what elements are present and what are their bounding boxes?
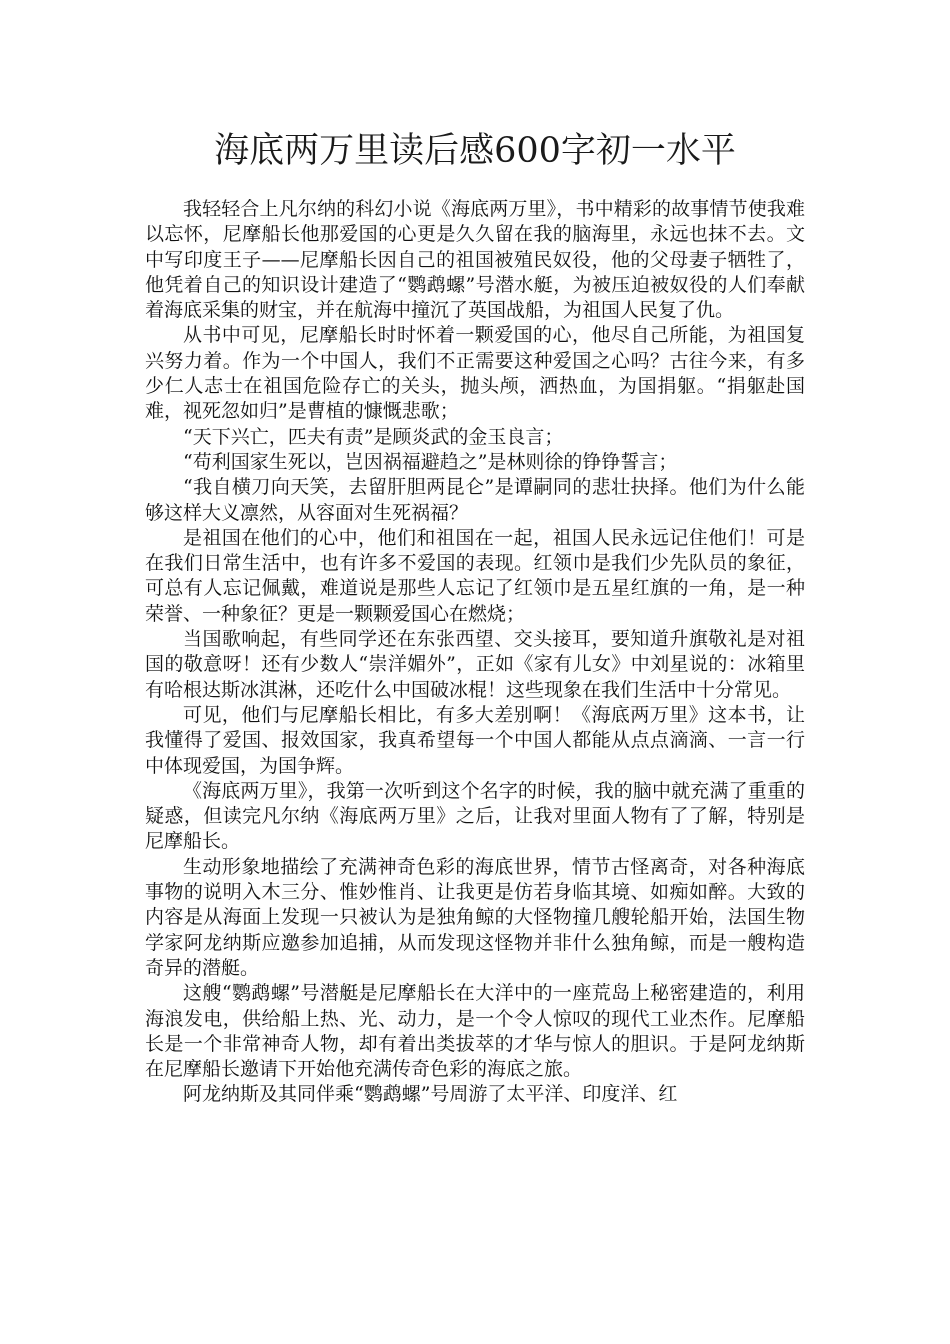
paragraph-5: “我自横刀向天笑，去留肝胆两昆仑”是谭嗣同的悲壮抉择。他们为什么能够这样大义凛然，从容面对生死祸福？	[145, 476, 805, 524]
paragraph-6: 是祖国在他们的心中，他们和祖国在一起，祖国人民永远记住他们！可是在我们日常生活中，也有许多不爱国的表现。红领巾是我们少先队员的象征，可总有人忘记佩戴，难道说是那些人忘记了红领巾是五星红旗的一角，是一种荣誉、一种象征？更是一颗颗爱国心在燃烧；	[145, 526, 805, 625]
document-title: 海底两万里读后感600字初一水平	[214, 131, 736, 171]
paragraph-7: 当国歌响起，有些同学还在东张西望、交头接耳，要知道升旗敬礼是对祖国的敬意呀！还有少数人“崇洋媚外”，正如《家有儿女》中刘星说的：冰箱里有哈根达斯冰淇淋，还吃什么中国破冰棍！这些现象在我们生活中十分常见。	[145, 628, 805, 701]
document-body	[145, 197, 805, 1108]
paragraph-4: “苟利国家生死以，岂因祸福避趋之”是林则徐的铮铮誓言；	[183, 450, 678, 473]
paragraph-12: 阿龙纳斯及其同伴乘“鹦鹉螺”号周游了太平洋、印度洋、红	[183, 1083, 678, 1106]
paragraph-1: 我轻轻合上凡尔纳的科幻小说《海底两万里》，书中精彩的故事情节使我难以忘怀，尼摩船长他那爱国的心更是久久留在我的脑海里，永远也抹不去。文中写印度王子——尼摩船长因自己的祖国被殖民奴役，他的父母妻子牺牲了，他凭着自己的知识设计建造了“鹦鹉螺”号潜水艇，为被压迫被奴役的人们奉献着海底采集的财宝，并在航海中撞沉了英国战船，为祖国人民复了仇。	[145, 198, 805, 322]
paragraph-11: 这艘“鹦鹉螺”号潜艇是尼摩船长在大洋中的一座荒岛上秘密建造的，利用海浪发电，供给船上热、光、动力，是一个令人惊叹的现代工业杰作。尼摩船长是一个非常神奇人物，却有着出类拔萃的才华与惊人的胆识。于是阿龙纳斯在尼摩船长邀请下开始他充满传奇色彩的海底之旅。	[145, 982, 805, 1081]
paragraph-10: 生动形象地描绘了充满神奇色彩的海底世界，情节古怪离奇，对各种海底事物的说明入木三分、惟妙惟肖、让我更是仿若身临其境、如痴如醉。大致的内容是从海面上发现一只被认为是独角鲸的大怪物撞几艘轮船开始，法国生物学家阿龙纳斯应邀参加追捕，从而发现这怪物并非什么独角鲸，而是一艘构造奇异的潜艇。	[145, 855, 805, 979]
paragraph-3: “天下兴亡，匹夫有责”是顾炎武的金玉良言；	[183, 425, 564, 448]
paragraph-9: 《海底两万里》，我第一次听到这个名字的时候，我的脑中就充满了重重的疑惑，但读完凡尔纳《海底两万里》之后，让我对里面人物有了了解，特别是尼摩船长。	[145, 779, 805, 853]
paragraph-2: 从书中可见，尼摩船长时时怀着一颗爱国的心，他尽自己所能，为祖国复兴努力着。作为一个中国人，我们不正需要这种爱国之心吗？古往今来，有多少仁人志士在祖国危险存亡的关头，抛头颅，洒热血，为国捐躯。“捐躯赴国难，视死忽如归”是曹植的慷慨悲歌；	[145, 324, 805, 423]
paragraph-8: 可见，他们与尼摩船长相比，有多大差别啊！《海底两万里》这本书，让我懂得了爱国、报效国家，我真希望每一个中国人都能从点点滴滴、一言一行中体现爱国，为国争辉。	[145, 703, 805, 777]
